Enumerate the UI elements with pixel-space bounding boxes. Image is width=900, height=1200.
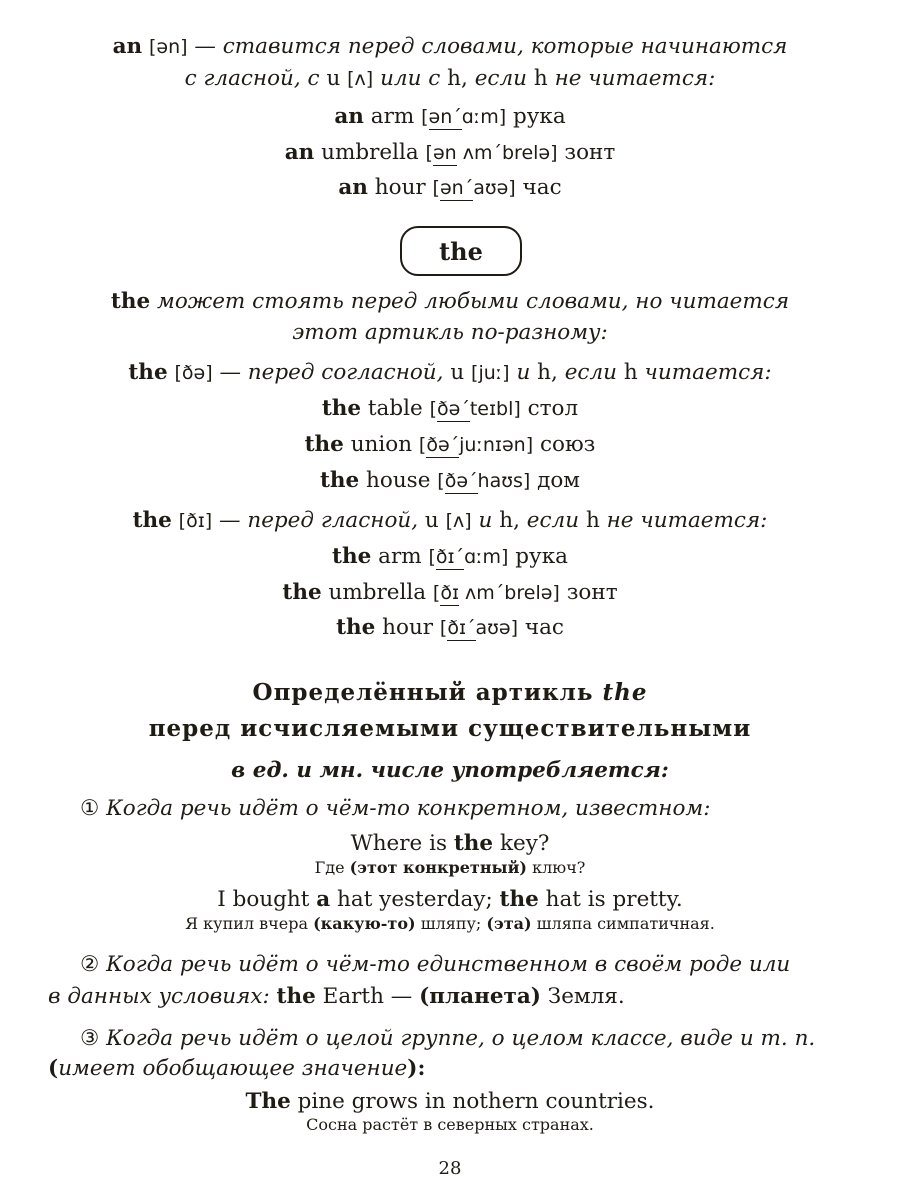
ipa-underlined: ən (432, 142, 457, 164)
rule-text-2: имеет обобщающее значение (58, 1056, 408, 1081)
an-rule-text-1: — ставится перед словами, которые начинаются (194, 34, 788, 59)
example-word: Earth — (322, 984, 413, 1009)
article: the (282, 580, 322, 605)
example-the: The (245, 1089, 291, 1114)
article: the (319, 468, 360, 493)
translation-bold-1: (какую-то) (313, 914, 416, 933)
ipa-open: [ (418, 434, 427, 456)
translation: час (524, 615, 564, 640)
an-example-1 (0, 102, 900, 132)
example-bold: (планета) (419, 984, 541, 1009)
ipa-open: [ (437, 470, 445, 492)
an-rule-or-with: или с (380, 66, 441, 91)
rule-3-line-1 (80, 1024, 880, 1054)
an-rule-text-2a: с гласной, с (184, 66, 320, 91)
an-rule-line-2 (0, 64, 900, 94)
subheading-text: в ед. и мн. числе употребляется: (231, 758, 669, 783)
letter-h2: h (585, 508, 600, 533)
ipa-rest: ɑːm] (464, 546, 509, 568)
heading-text: Определённый артикль (252, 679, 594, 706)
the-vowel-rule (0, 506, 900, 536)
an-rule-h: h, (447, 66, 468, 91)
example-text-mid: hat yesterday; (337, 887, 493, 912)
rule-1 (80, 794, 880, 824)
ipa-rest: haʊs] (477, 470, 531, 492)
letter-h: h, (499, 508, 520, 533)
example-a: a (316, 887, 331, 912)
example-text-end: hat is pretty. (545, 887, 683, 912)
translation: рука (515, 544, 568, 569)
ipa-open: [ (421, 106, 429, 128)
example-end: Земля. (547, 984, 625, 1009)
example-text: I bought (217, 887, 310, 912)
an-rule-u-ipa: [ʌ] (347, 68, 374, 90)
ipa-open: [ (429, 398, 437, 420)
ipa-underlined: ðə´ (426, 434, 460, 456)
example-the: the (276, 984, 316, 1009)
page-number: 28 (438, 1158, 462, 1179)
translation: рука (512, 104, 566, 129)
the-consonant-rule (0, 358, 900, 388)
word: union (350, 432, 413, 457)
the-consonant-example-3 (0, 466, 900, 496)
article: an (338, 175, 368, 200)
rule-1-translation-1 (0, 858, 900, 878)
article: an (334, 104, 364, 129)
translation-text: Сосна растёт в северных странах. (306, 1115, 594, 1134)
word: arm (378, 544, 422, 569)
ipa-rest: aʊə] (473, 177, 516, 199)
an-example-3 (0, 173, 900, 203)
rule-text: — перед согласной, (219, 360, 444, 385)
ipa-underlined: ðə´ (437, 398, 470, 420)
ipa-rest: teɪbl] (469, 398, 521, 420)
translation-text: Где (314, 858, 345, 877)
the-vowel-example-3 (0, 613, 900, 643)
rule-2-line-1 (80, 950, 880, 980)
ipa-open: [ (432, 582, 441, 604)
paren-open: ( (48, 1056, 59, 1081)
translation: час (522, 175, 562, 200)
translation-bold-2: (эта) (486, 914, 532, 933)
ipa-underlined: ðɪ´ (435, 546, 465, 568)
rule-1-example-2 (0, 885, 900, 915)
rule-number: ① (80, 796, 100, 821)
ipa-open: [ (425, 142, 433, 164)
rule-read: читается: (644, 360, 772, 385)
rule-3-line-2 (48, 1054, 878, 1084)
ipa-rest: ɑːm] (461, 106, 507, 128)
an-rule-line-1 (0, 32, 900, 62)
heading-the: the (602, 679, 648, 706)
paren-close: ): (407, 1056, 426, 1081)
the-consonant-example-2 (0, 430, 900, 460)
u-ipa: [juː] (471, 362, 510, 384)
the-intro-text-2: этот артикль по-разному: (292, 320, 608, 345)
article: the (304, 432, 344, 457)
rule-1-example-1 (0, 829, 900, 859)
an-rule-not-read: не читается: (554, 66, 716, 91)
ipa-rest: ʌm´brelə] (456, 142, 558, 164)
rule-number: ② (80, 952, 100, 977)
the-consonant-example-1 (0, 394, 900, 424)
translation: дом (537, 468, 581, 493)
rule-and: и (516, 360, 531, 385)
rule-text: Когда речь идёт о чём-то конкретном, известном: (106, 796, 711, 821)
letter-h2: h (623, 360, 638, 385)
rule-text-2: в данных условиях: (48, 984, 270, 1009)
article: the (332, 544, 372, 569)
word: house (366, 468, 431, 493)
example-text-end: key? (499, 831, 550, 856)
translation: союз (539, 432, 596, 457)
ipa-underlined: ðə´ (444, 470, 478, 492)
rule-number: ③ (80, 1026, 100, 1051)
translation: стол (527, 396, 579, 421)
example-text: Where is (350, 831, 448, 856)
the-intro-line-2 (0, 318, 900, 348)
rule-3-example (0, 1087, 900, 1117)
article: an (284, 140, 315, 165)
an-rule-u: u (326, 66, 341, 91)
an-rule-h2: h (533, 66, 548, 91)
ipa-underlined: ðɪ (440, 582, 460, 604)
ipa-rest: aʊə] (475, 617, 519, 639)
example-the: the (499, 887, 539, 912)
letter-h: h, (537, 360, 558, 385)
word: hour (382, 615, 434, 640)
rule-1-translation-2 (0, 914, 900, 934)
article: the (321, 396, 362, 421)
word: hour (374, 175, 426, 200)
rule-and: и (478, 508, 493, 533)
translation-text: Я купил вчера (185, 914, 308, 933)
translation-mid: шляпу; (420, 914, 482, 933)
translation-end: ключ? (532, 858, 586, 877)
ipa-open: [ (439, 617, 448, 639)
an-example-2 (0, 138, 900, 168)
the-ipa: [ðɪ] (178, 510, 213, 532)
ipa-underlined: ən´ (428, 106, 462, 128)
an-rule-if: если (474, 66, 528, 91)
u-ipa: [ʌ] (445, 510, 472, 532)
the-vowel-example-2 (0, 578, 900, 608)
example-text: pine grows in nothern countries. (297, 1089, 655, 1114)
rule-text: — перед гласной, (219, 508, 419, 533)
translation: зонт (564, 140, 616, 165)
ipa-rest: juːnɪən] (459, 434, 534, 456)
an-ipa: [ən] (148, 36, 188, 58)
letter-u: u (450, 360, 465, 385)
the-word: the (132, 508, 172, 533)
rule-if: если (564, 360, 617, 385)
the-word: the (128, 360, 168, 385)
ipa-rest: ʌm´brelə] (459, 582, 560, 604)
section-subheading (0, 756, 900, 786)
rule-text: Когда речь идёт о целой группе, о целом классе, виде и т. п. (106, 1026, 816, 1051)
the-word: the (110, 289, 151, 314)
section-heading-1 (0, 678, 900, 708)
rule-2-line-2 (48, 982, 878, 1012)
section-heading-2 (0, 714, 900, 744)
the-intro-text-1: может стоять перед любыми словами, но читается (157, 289, 790, 314)
ipa-open: [ (432, 177, 440, 199)
an-word: an (112, 34, 143, 59)
rule-not-read: не читается: (606, 508, 768, 533)
ipa-open: [ (428, 546, 436, 568)
word: umbrella (328, 580, 427, 605)
letter-u: u (424, 508, 439, 533)
the-badge: the (400, 226, 522, 276)
the-vowel-example-1 (0, 542, 900, 572)
heading-text-2: перед исчисляемыми существительными (148, 715, 752, 742)
rule-3-translation (0, 1115, 900, 1135)
the-intro-line-1 (0, 287, 900, 317)
rule-text: Когда речь идёт о чём-то единственном в своём роде или (106, 952, 791, 977)
article: the (336, 615, 376, 640)
word: arm (370, 104, 415, 129)
ipa-underlined: ən´ (439, 177, 474, 199)
rule-if: если (526, 508, 580, 533)
word: table (367, 396, 423, 421)
ipa-underlined: ðɪ´ (447, 617, 476, 639)
translation-end: шляпа симпатичная. (536, 914, 715, 933)
translation: зонт (566, 580, 618, 605)
example-the: the (453, 831, 494, 856)
word: umbrella (321, 140, 419, 165)
the-ipa: [ðə] (174, 362, 213, 384)
translation-bold: (этот конкретный) (349, 858, 527, 877)
